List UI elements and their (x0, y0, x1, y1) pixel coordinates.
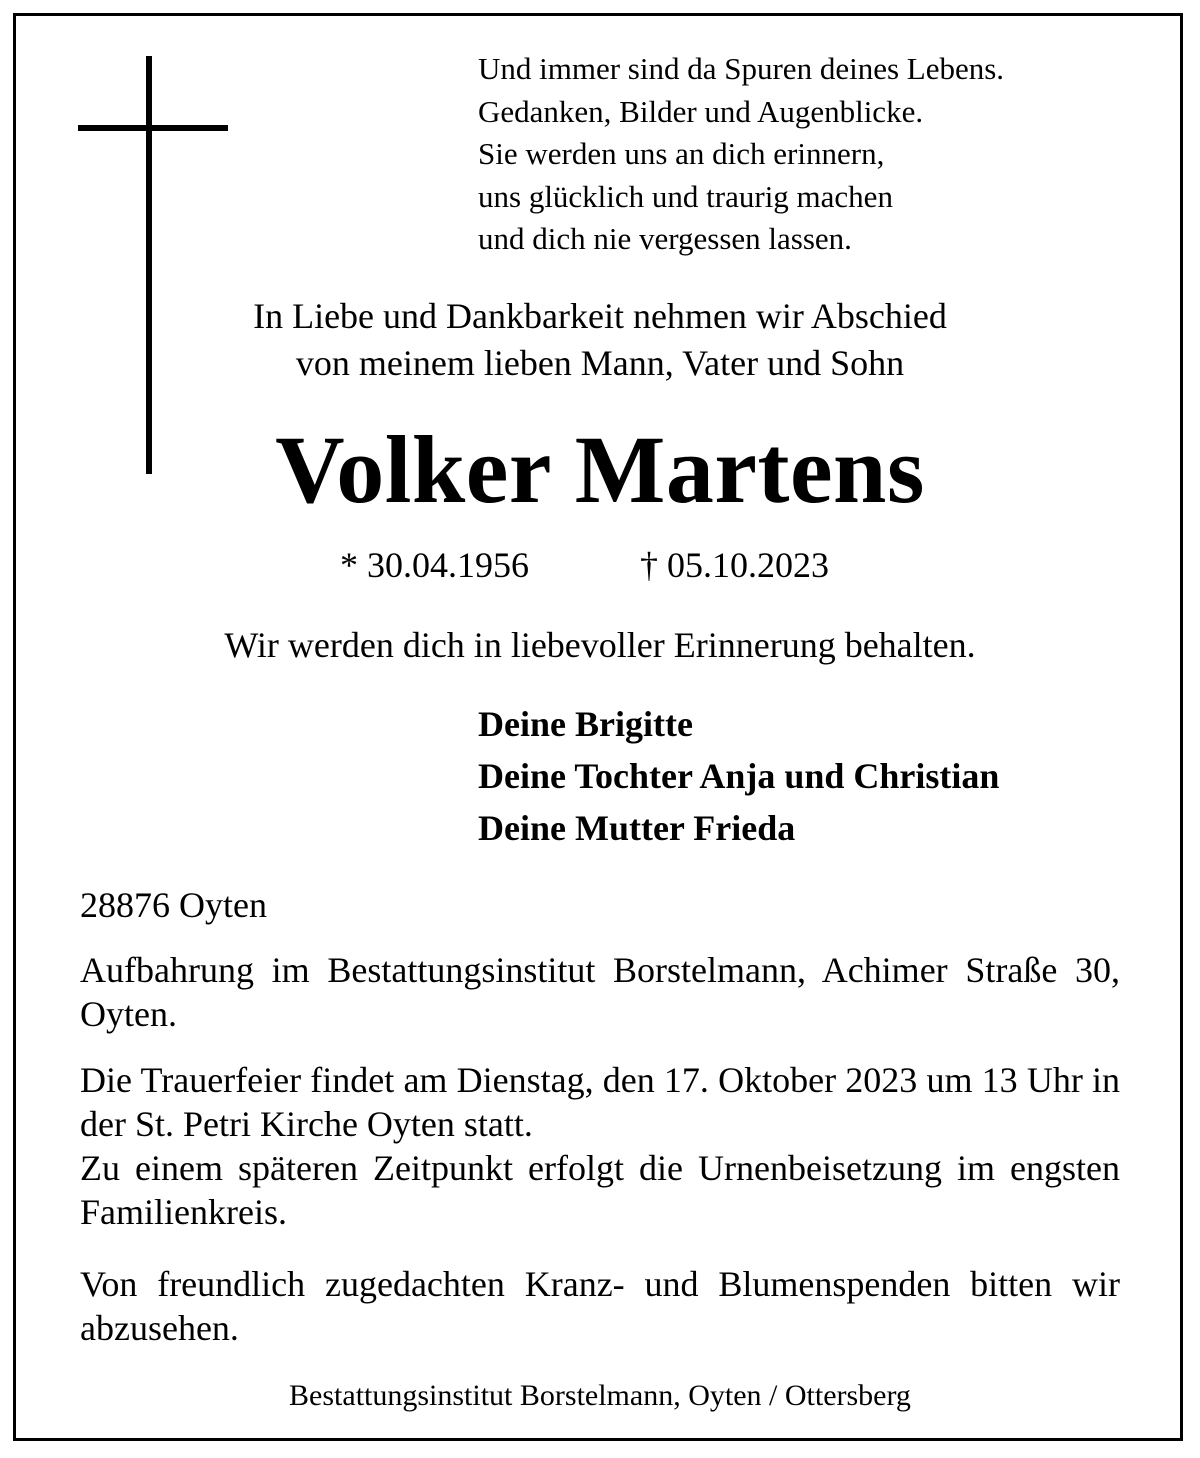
intro-line: von meinem lieben Mann, Vater und Sohn (295, 343, 905, 383)
poem-line: und dich nie vergessen lassen. (478, 221, 852, 256)
death-date: † 05.10.2023 (640, 545, 829, 585)
town: 28876 Oyten (80, 885, 267, 925)
cross-icon (146, 56, 152, 474)
donation-note: Von freundlich zugedachten Kranz- und Blumenspenden bitten wir abzusehen. (80, 1264, 1120, 1348)
burial-notice: Zu einem späteren Zeitpunkt erfolgt die Urnenbeisetzung im engsten Familienkreis. (80, 1148, 1120, 1232)
poem-line: Sie werden uns an dich erinnern, (478, 136, 885, 171)
funeral-home-footer: Bestattungsinstitut Borstelmann, Oyten / Ottersberg (289, 1379, 911, 1412)
signers (478, 698, 999, 854)
funeral-service: Die Trauerfeier findet am Dienstag, den 17. Oktober 2023 um 13 Uhr in der St. Petri Kirche Oyten statt. (80, 1060, 1120, 1144)
signer: Deine Brigitte (478, 704, 693, 744)
poem-line: uns glücklich und traurig machen (478, 178, 893, 214)
intro-text (0, 293, 1200, 387)
signer: Deine Mutter Frieda (478, 808, 796, 848)
poem (478, 48, 1004, 261)
funeral-notice (80, 1058, 1120, 1234)
intro-line: In Liebe und Dankbarkeit nehmen wir Abschied (253, 296, 947, 336)
birth-date: * 30.04.1956 (340, 545, 529, 585)
signer: Deine Tochter Anja und Christian (478, 756, 1000, 796)
deceased-name: Volker Martens (275, 416, 925, 523)
poem-line: Und immer sind da Spuren deines Lebens. (478, 51, 1005, 86)
cross-icon-bar (78, 125, 228, 131)
poem-line: Gedanken, Bilder und Augenblicke. (478, 93, 924, 129)
laying-out-notice: Aufbahrung im Bestattungsinstitut Borstelmann, Achimer Straße 30, Oyten. (80, 950, 1120, 1034)
memory-line: Wir werden dich in liebevoller Erinnerung behalten. (224, 625, 976, 665)
